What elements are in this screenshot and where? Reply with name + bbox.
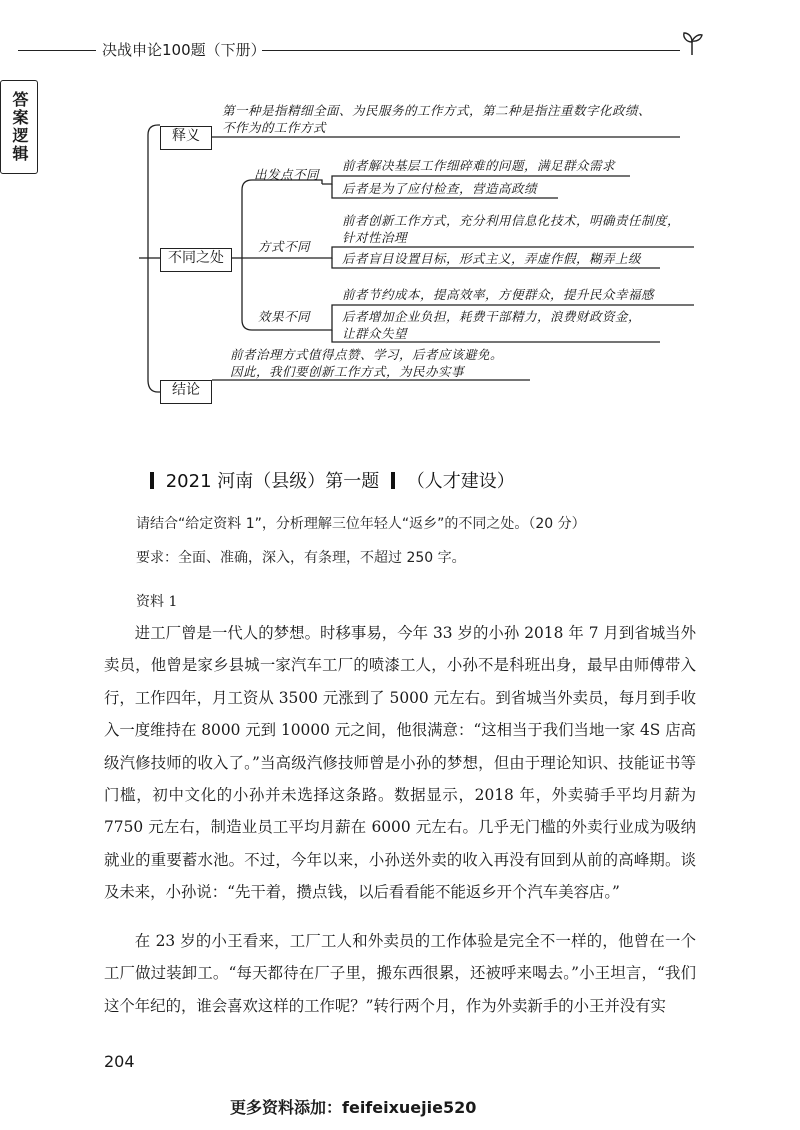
section-title: 2021 河南（县级）第一题 — [165, 471, 380, 492]
leaf-text: 后者盲目设置目标，形式主义，弄虚作假，糊弄上级 — [342, 251, 642, 266]
material-paragraph: 在 23 岁的小王看来，工厂工人和外卖员的工作体验是完全不一样的，他曾在一个工厂做过装卸工。“每天都待在厂子里，搬东西很累，还被呼来喝去。”小王坦言，“我们这个年纪的，谁会喜欢这样的工作呢？”转行两个月，作为外卖新手的小王并没有实 — [104, 932, 696, 1015]
node-shiyi: 释义 — [160, 126, 212, 150]
node-shiyi-line: 第一种是指精细全面、为民服务的工作方式，第二种是指注重数字化政绩、 — [222, 103, 652, 118]
heading-bar-right — [391, 472, 395, 489]
leaf-text: 后者增加企业负担，耗费干部精力，浪费财政资金， — [342, 309, 642, 324]
section-heading — [150, 470, 515, 494]
node-starting-point: 出发点不同 — [254, 167, 320, 182]
header-rule-right — [262, 50, 680, 51]
node-method: 方式不同 — [258, 239, 311, 254]
node-effect: 效果不同 — [258, 309, 311, 324]
heading-bar-left — [150, 472, 154, 489]
material-label: 资料 1 — [136, 594, 178, 610]
answer-logic-mindmap — [0, 80, 800, 420]
leaf-text: 前者解决基层工作细碎难的问题，满足群众需求 — [342, 158, 616, 173]
conclusion-line: 因此，我们要创新工作方式，为民办实事 — [230, 364, 465, 379]
running-header-title: 决战申论100题（下册） — [102, 41, 266, 59]
header-rule-left — [18, 50, 96, 51]
leaf-text: 让群众失望 — [342, 326, 408, 341]
node-differences: 不同之处 — [160, 248, 232, 272]
mindmap-root-answer-logic: 答案逻辑 — [0, 80, 38, 174]
material-paragraph: 进工厂曾是一代人的梦想。时移事易，今年 33 岁的小孙 2018 年 7 月到省城当外卖员，他曾是家乡县城一家汽车工厂的喷漆工人，小孙不是科班出身，最早由师傅带入行，工作四年，月工资从 3500 元涨到了 5000 元左右。到省城当外卖员，每月到手收入一度维持在 8000 元到 10000 元之间，他很满意：“这相当于我们当地一家 4S 店高级汽修技师的收入了。”当高级汽修技师曾是小孙的梦想，但由于理论知识、技能证书等门槛，初中文化的小孙并未选择这条路。数据显示，2018 年，外卖骑手平均月薪为 7750 元左右，制造业员工平均月薪在 6000 元左右。几乎无门槛的外卖行业成为吸纳就业的重要蓄水池。不过，今年以来，小孙送外卖的收入再没有回到从前的高峰期。谈及未来，小孙说：“先干着，攒点钱，以后看看能不能返乡开个汽车美容店。” — [104, 624, 697, 902]
sprout-icon — [680, 30, 704, 56]
conclusion-line: 前者治理方式值得点赞、学习，后者应该避免。 — [230, 347, 504, 362]
leaf-text: 针对性治理 — [342, 230, 408, 245]
leaf-text: 后者是为了应付检查，营造高政绩 — [342, 181, 538, 196]
node-shiyi-line: 不作为的工作方式 — [222, 120, 327, 135]
leaf-text: 前者创新工作方式，充分利用信息化技术，明确责任制度， — [342, 213, 681, 228]
question-prompt: 请结合“给定资料 1”，分析理解三位年轻人“返乡”的不同之处。（20 分） — [136, 516, 586, 532]
leaf-text: 前者节约成本，提高效率，方便群众，提升民众幸福感 — [342, 287, 655, 302]
section-tag: （人才建设） — [406, 471, 515, 492]
question-requirement: 要求：全面、准确，深入，有条理，不超过 250 字。 — [136, 550, 466, 566]
node-conclusion: 结论 — [160, 380, 212, 404]
footer-note: 更多资料添加：feifeixuejie520 — [230, 1098, 477, 1117]
page-number: 204 — [104, 1052, 135, 1071]
